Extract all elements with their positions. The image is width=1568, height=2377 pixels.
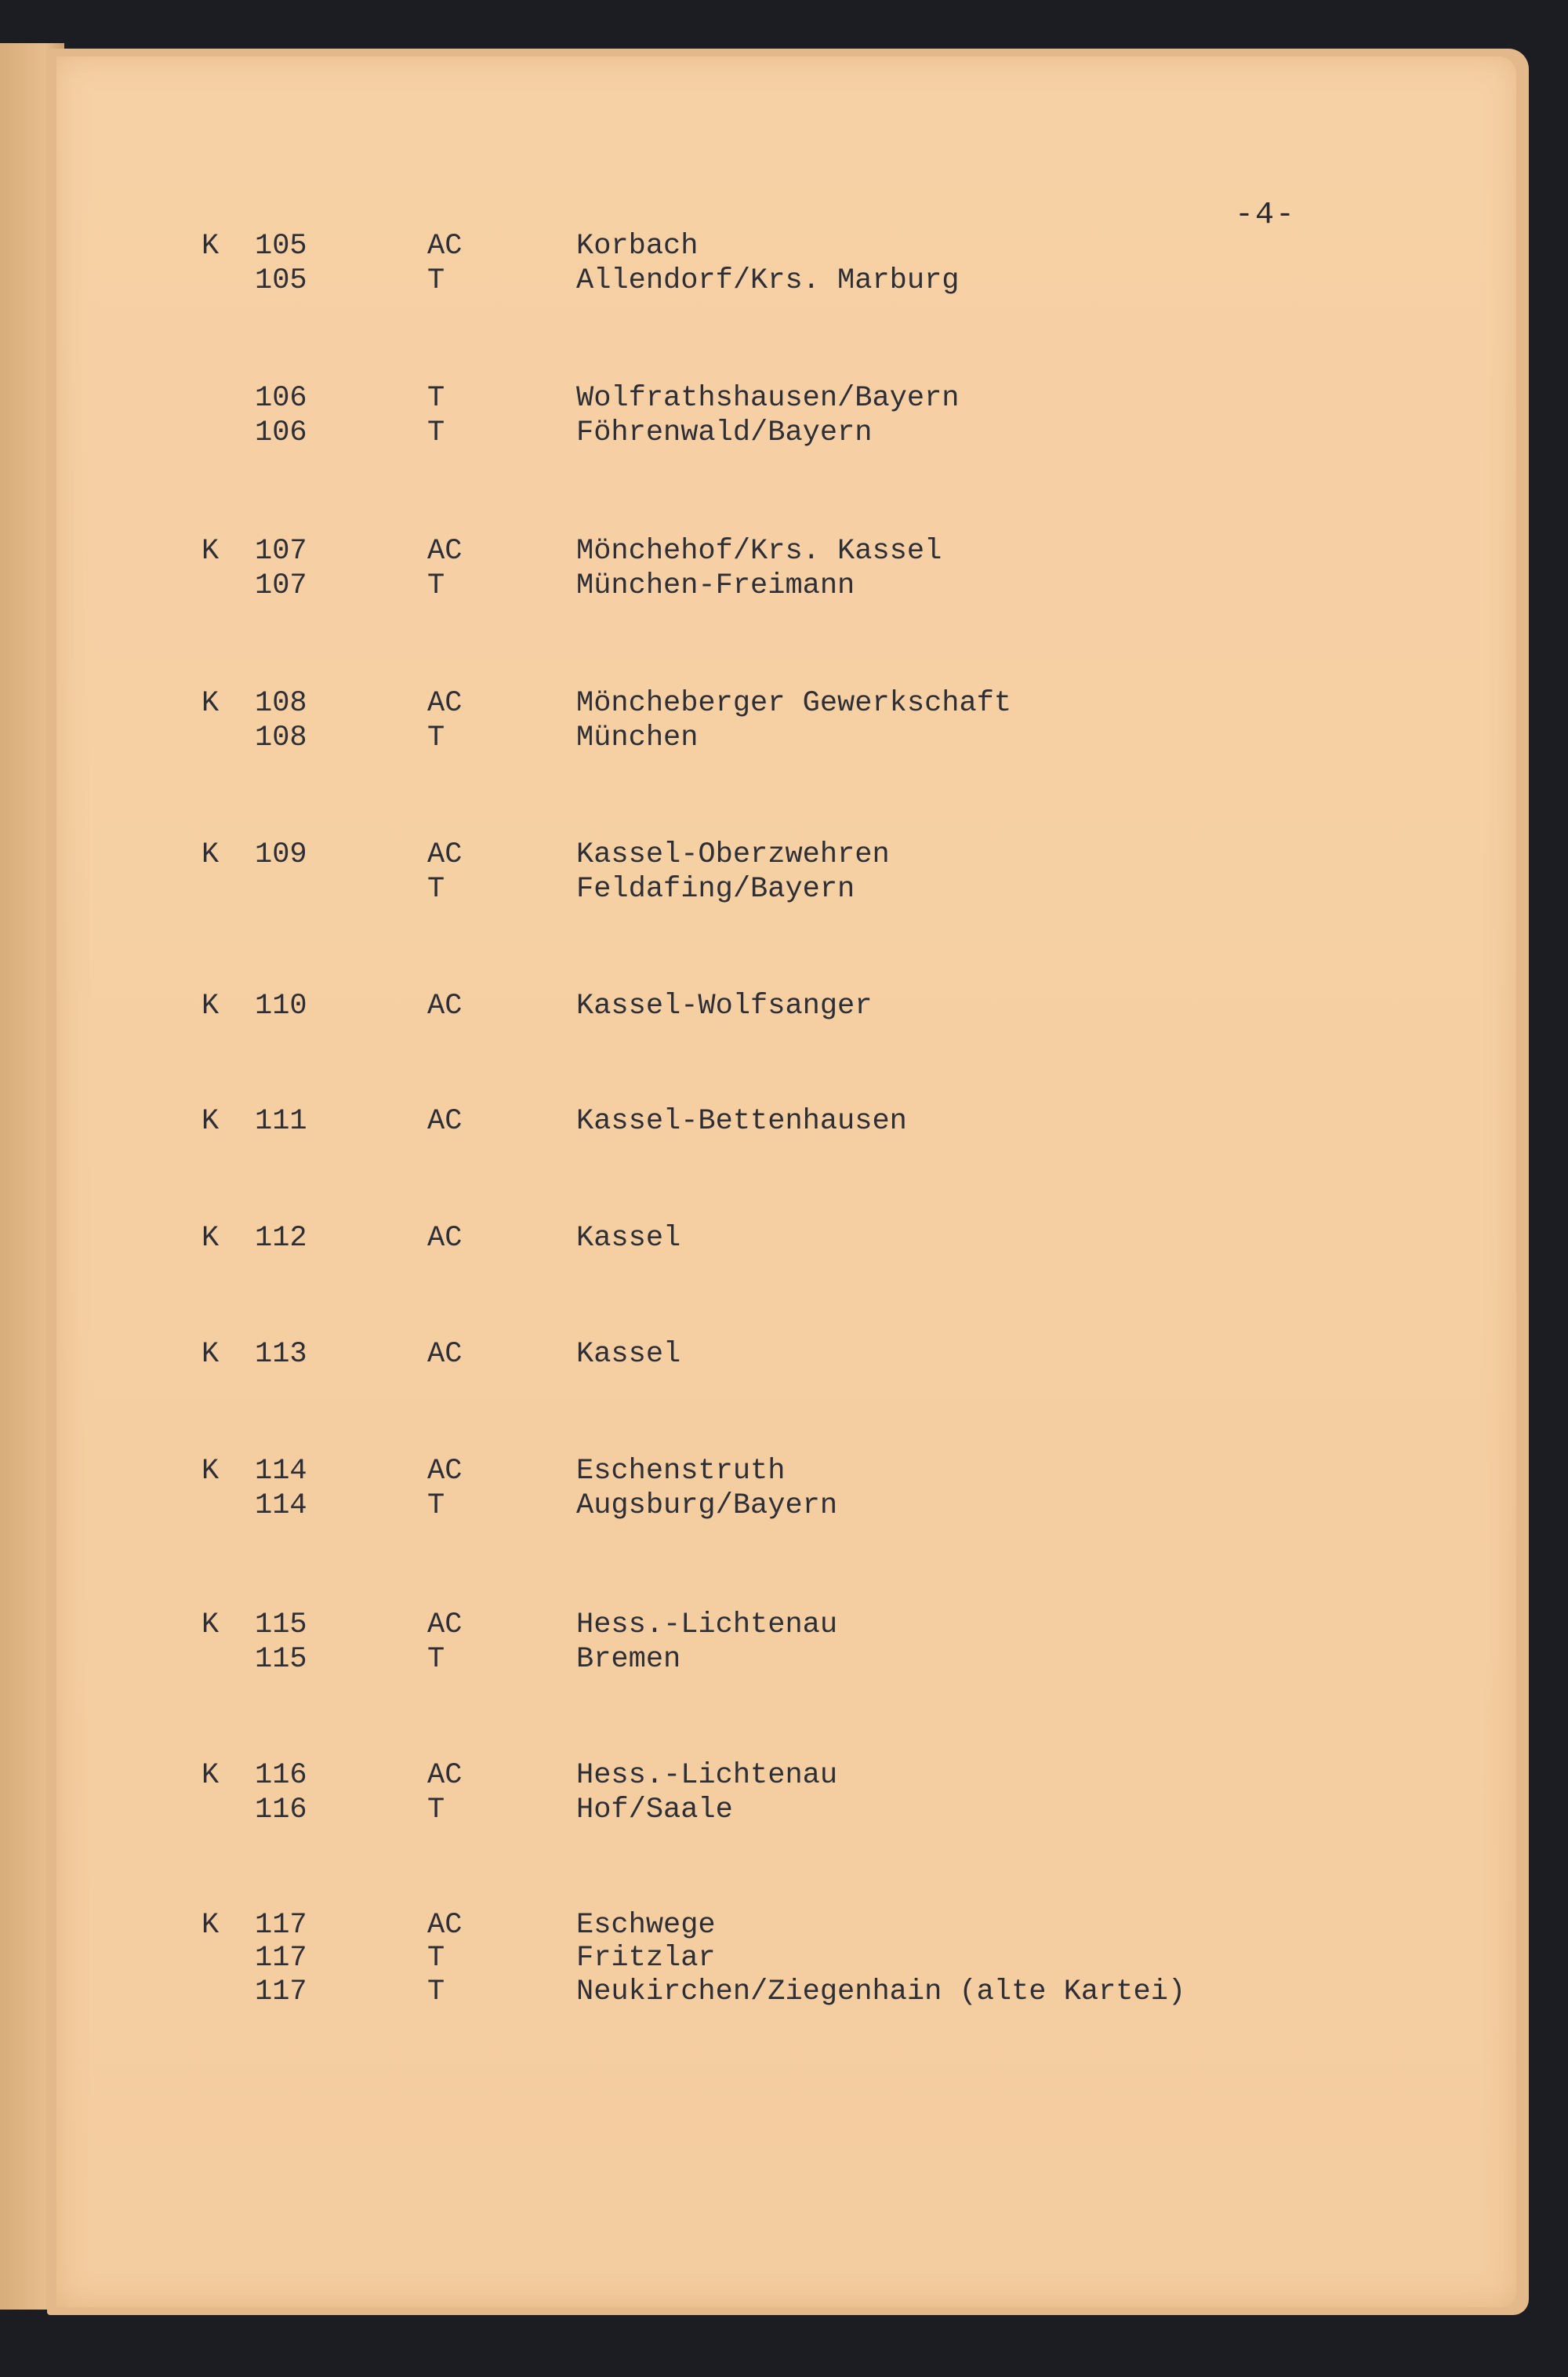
entry-place: Bremen xyxy=(576,1643,681,1676)
k-marker: K xyxy=(201,1222,220,1255)
entry-place: Hess.-Lichtenau xyxy=(576,1759,838,1792)
k-marker: K xyxy=(201,1608,220,1641)
k-marker: K xyxy=(201,1759,220,1792)
entry-code: T xyxy=(427,873,445,906)
entry-number: 111 xyxy=(255,1105,307,1138)
entry-code: AC xyxy=(427,1105,463,1138)
entry-code: T xyxy=(427,382,445,415)
entry-code: AC xyxy=(427,1222,463,1255)
entry-place: Allendorf/Krs. Marburg xyxy=(576,264,960,297)
entry-code: T xyxy=(427,416,445,449)
entry-number: 105 xyxy=(255,230,307,263)
entry-code: AC xyxy=(427,230,463,263)
entry-number: 117 xyxy=(255,1975,307,2008)
k-marker: K xyxy=(201,838,220,871)
k-marker: K xyxy=(201,990,220,1023)
entry-code: T xyxy=(427,1975,445,2008)
entry-place: München-Freimann xyxy=(576,569,855,602)
k-marker: K xyxy=(201,1909,220,1942)
entry-code: T xyxy=(427,1643,445,1676)
entry-place: München xyxy=(576,721,699,754)
entry-place: Eschwege xyxy=(576,1909,716,1942)
entry-number: 117 xyxy=(255,1942,307,1975)
entry-place: Mönchehof/Krs. Kassel xyxy=(576,535,942,568)
entry-number: 115 xyxy=(255,1643,307,1676)
entry-place: Kassel-Oberzwehren xyxy=(576,838,890,871)
entry-code: T xyxy=(427,721,445,754)
k-marker: K xyxy=(201,1105,220,1138)
entry-place: Kassel xyxy=(576,1222,681,1255)
entry-place: Korbach xyxy=(576,230,699,263)
k-marker: K xyxy=(201,687,220,720)
entry-number: 113 xyxy=(255,1338,307,1371)
entry-number: 108 xyxy=(255,687,307,720)
entry-place: Augsburg/Bayern xyxy=(576,1489,838,1522)
entry-place: Kassel-Wolfsanger xyxy=(576,990,873,1023)
entry-number: 106 xyxy=(255,382,307,415)
entry-number: 107 xyxy=(255,535,307,568)
entry-place: Neukirchen/Ziegenhain (alte Kartei) xyxy=(576,1975,1186,2008)
entry-code: AC xyxy=(427,1608,463,1641)
entry-number: 114 xyxy=(255,1455,307,1488)
entry-code: AC xyxy=(427,535,463,568)
entry-code: T xyxy=(427,1794,445,1826)
k-marker: K xyxy=(201,1338,220,1371)
entry-code: AC xyxy=(427,990,463,1023)
entry-place: Fritzlar xyxy=(576,1942,716,1975)
entry-number: 109 xyxy=(255,838,307,871)
entry-number: 105 xyxy=(255,264,307,297)
entry-place: Kassel-Bettenhausen xyxy=(576,1105,907,1138)
entry-code: AC xyxy=(427,687,463,720)
entry-place: Feldafing/Bayern xyxy=(576,873,855,906)
entry-code: T xyxy=(427,1489,445,1522)
entry-place: Möncheberger Gewerkschaft xyxy=(576,687,1012,720)
k-marker: K xyxy=(201,535,220,568)
entry-place: Föhrenwald/Bayern xyxy=(576,416,873,449)
entry-number: 114 xyxy=(255,1489,307,1522)
entry-code: T xyxy=(427,1942,445,1975)
entry-place: Kassel xyxy=(576,1338,681,1371)
entry-code: AC xyxy=(427,1909,463,1942)
entry-number: 112 xyxy=(255,1222,307,1255)
entry-number: 110 xyxy=(255,990,307,1023)
entry-code: AC xyxy=(427,1455,463,1488)
entry-code: T xyxy=(427,264,445,297)
entry-place: Eschenstruth xyxy=(576,1455,786,1488)
entry-code: T xyxy=(427,569,445,602)
entry-number: 107 xyxy=(255,569,307,602)
k-marker: K xyxy=(201,230,220,263)
entry-code: AC xyxy=(427,1759,463,1792)
entry-number: 116 xyxy=(255,1759,307,1792)
entry-number: 117 xyxy=(255,1909,307,1942)
page-number: -4- xyxy=(1235,198,1297,233)
entry-place: Hof/Saale xyxy=(576,1794,733,1826)
entry-code: AC xyxy=(427,1338,463,1371)
entry-number: 115 xyxy=(255,1608,307,1641)
entry-place: Hess.-Lichtenau xyxy=(576,1608,838,1641)
entry-number: 106 xyxy=(255,416,307,449)
entry-number: 108 xyxy=(255,721,307,754)
entry-place: Wolfrathshausen/Bayern xyxy=(576,382,960,415)
entry-number: 116 xyxy=(255,1794,307,1826)
entry-code: AC xyxy=(427,838,463,871)
k-marker: K xyxy=(201,1455,220,1488)
